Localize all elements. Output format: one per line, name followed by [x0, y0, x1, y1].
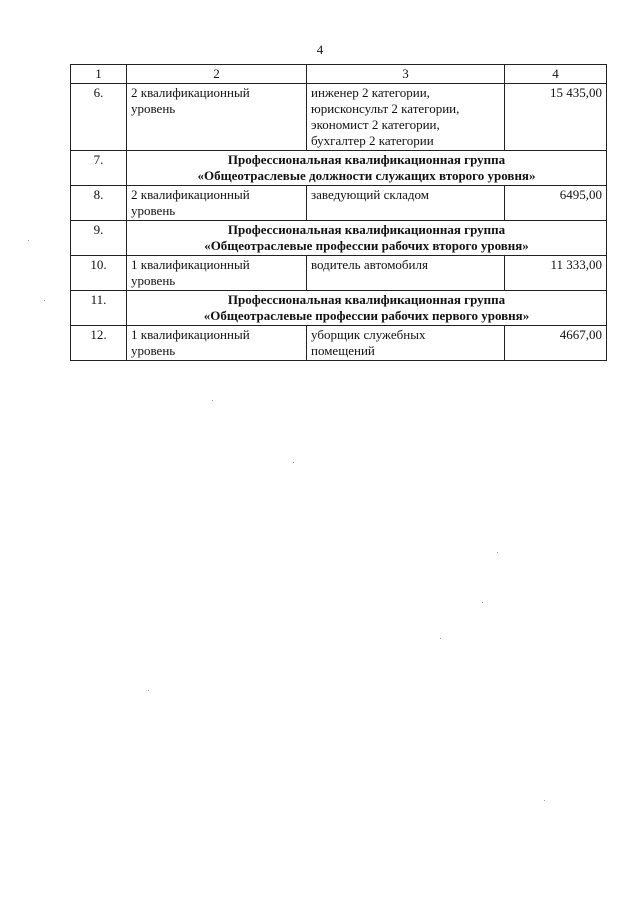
position-line: инженер 2 категории,: [311, 85, 430, 100]
table-row: [71, 326, 607, 361]
position-line: уборщик служебных: [311, 327, 426, 342]
scan-speck: [482, 602, 483, 603]
group-row: [71, 221, 607, 256]
group-title: [127, 221, 607, 256]
positions: [307, 326, 505, 361]
group-title-line: «Общеотраслевые должности служащих второго уровня»: [197, 168, 536, 183]
level-line: уровень: [131, 203, 176, 218]
level-line: уровень: [131, 101, 176, 116]
level-line: 1 квалификационный: [131, 327, 250, 342]
level-line: 1 квалификационный: [131, 257, 250, 272]
group-title-line: Профессиональная квалификационная группа: [227, 292, 506, 307]
group-title-line: «Общеотраслевые профессии рабочих второго уровня»: [204, 238, 529, 253]
qualification-level: [127, 186, 307, 221]
row-number: 8.: [71, 186, 127, 221]
scan-speck: [212, 400, 213, 401]
header-cell: 2: [127, 65, 307, 84]
scan-speck: [293, 462, 294, 463]
table-header-row: [71, 65, 607, 84]
group-row: [71, 291, 607, 326]
salary-amount: 4667,00: [505, 326, 607, 361]
scan-speck: [44, 300, 45, 301]
scan-speck: [148, 690, 149, 691]
scan-speck: [497, 552, 498, 553]
scan-speck: [440, 638, 441, 639]
qualification-level: [127, 84, 307, 151]
salary-table: [70, 64, 607, 361]
group-title: [127, 291, 607, 326]
header-cell: 1: [71, 65, 127, 84]
salary-amount: 15 435,00: [505, 84, 607, 151]
position-line: водитель автомобиля: [311, 257, 428, 272]
table-row: [71, 186, 607, 221]
level-line: уровень: [131, 273, 176, 288]
header-cell: 4: [505, 65, 607, 84]
group-title: [127, 151, 607, 186]
row-number: 9.: [71, 221, 127, 256]
table-row: [71, 84, 607, 151]
group-title-line: Профессиональная квалификационная группа: [227, 222, 506, 237]
scan-speck: [28, 240, 29, 241]
row-number: 10.: [71, 256, 127, 291]
level-line: 2 квалификационный: [131, 187, 250, 202]
positions: [307, 186, 505, 221]
level-line: 2 квалификационный: [131, 85, 250, 100]
row-number: 12.: [71, 326, 127, 361]
salary-amount: 11 333,00: [505, 256, 607, 291]
group-title-line: «Общеотраслевые профессии рабочих первого уровня»: [203, 308, 530, 323]
row-number: 7.: [71, 151, 127, 186]
qualification-level: [127, 256, 307, 291]
group-title-line: Профессиональная квалификационная группа: [227, 152, 506, 167]
position-line: юрисконсульт 2 категории,: [311, 101, 460, 116]
level-line: уровень: [131, 343, 176, 358]
qualification-level: [127, 326, 307, 361]
scan-speck: [544, 800, 545, 801]
position-line: экономист 2 категории,: [311, 117, 440, 132]
position-line: заведующий складом: [311, 187, 430, 202]
row-number: 11.: [71, 291, 127, 326]
table-row: [71, 256, 607, 291]
position-line: помещений: [311, 343, 375, 358]
positions: [307, 84, 505, 151]
positions: [307, 256, 505, 291]
position-line: бухгалтер 2 категории: [311, 133, 434, 148]
header-cell: 3: [307, 65, 505, 84]
salary-amount: 6495,00: [505, 186, 607, 221]
row-number: 6.: [71, 84, 127, 151]
group-row: [71, 151, 607, 186]
page-number: 4: [316, 42, 324, 57]
